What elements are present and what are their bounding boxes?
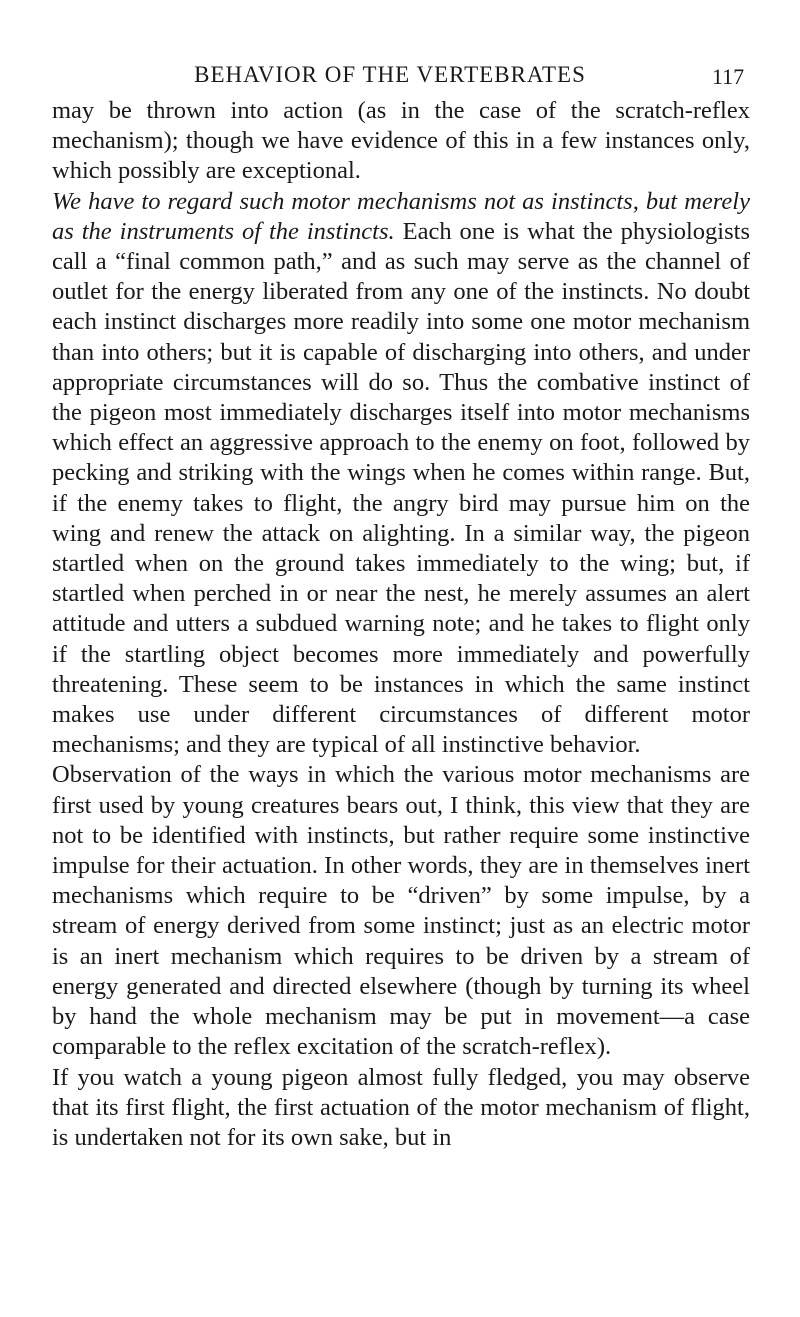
body-text — [52, 96, 750, 1153]
paragraph-observation — [52, 760, 750, 1062]
paragraph-text: may be thrown into action (as in the case of the scratch-reflex mechanism); though we have evidence of this in a few instances only, which possibly are exceptional. — [52, 97, 750, 185]
page-number: 117 — [712, 64, 745, 89]
running-title: BEHAVIOR OF THE VERTEBRATES — [194, 62, 586, 87]
paragraph-text: If you watch a young pigeon almost fully fledged, you may observe that its first flight, the first actuation of the motor mechanism of flight, is undertaken not for its own sake, but in — [52, 1063, 750, 1151]
paragraph-young-pigeon — [52, 1063, 750, 1154]
paragraph-instruments — [52, 187, 750, 761]
italic-thesis: We have to regard such motor mechanisms not as instincts, but merely as the instruments of the instincts. — [52, 187, 750, 245]
paragraph-continuation — [52, 96, 750, 187]
running-head — [0, 60, 800, 90]
paragraph-text: Each one is what the physiologists call a “final common path,” and as such may serve as the channel of outlet for the energy liberated from any one of the instincts. No doubt each instinct discharges more readily into some one motor mechanism than into others; but it is capable of discharging into others, and under appropriate circumstances will do so. Thus the combative instinct of the pigeon most immediately discharges itself into motor mechanisms which effect an aggressive approach to the enemy on foot, followed by pecking and striking with the wings when he comes within range. But, if the enemy takes to flight, the angry bird may pursue him on the wing and renew the attack on alighting. In a similar way, the pigeon startled when on the ground takes immediately to the wing; but, if startled when perched in or near the nest, he merely assumes an alert attitude and utters a subdued warning note; and he takes to flight only if the startling object becomes more immediately and powerfully threatening. These seem to be instances in which the same instinct makes use under different circumstances of different motor mechanisms; and they are typical of all instinctive behavior. — [52, 217, 750, 759]
paragraph-text: Observation of the ways in which the various motor mechanisms are first used by young creatures bears out, I think, this view that they are not to be identified with instincts, but rather require some instinctive impulse for their actuation. In other words, they are in themselves inert mechanisms which require to be “driven” by some impulse, by a stream of energy derived from some instinct; just as an electric motor is an inert mechanism which requires to be driven by a stream of energy generated and directed elsewhere (though by turning its wheel by hand the whole mechanism may be put in movement—a case comparable to the reflex excitation of the scratch-reflex). — [52, 761, 750, 1061]
